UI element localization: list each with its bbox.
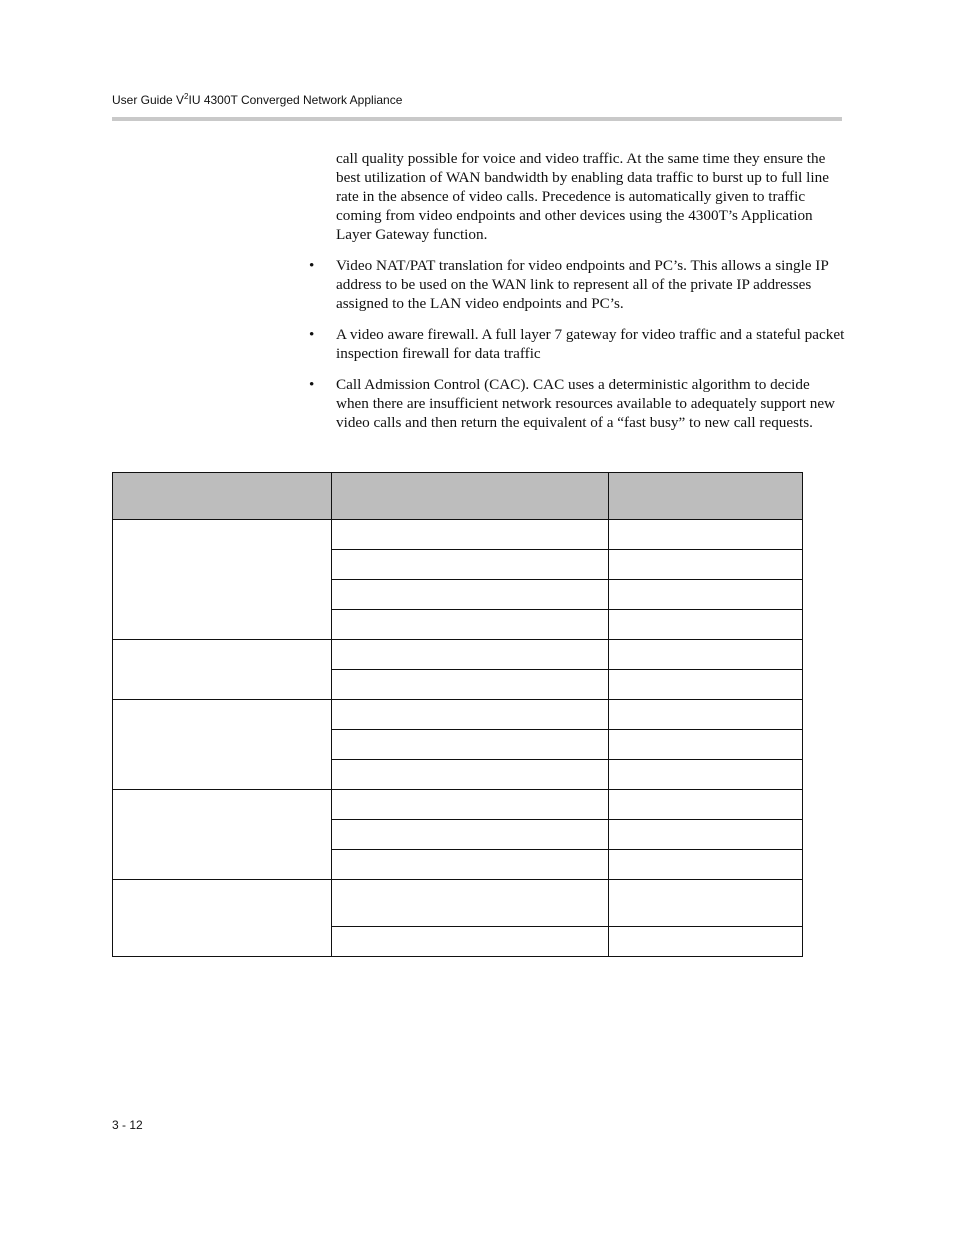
bullet-symbol: • xyxy=(309,257,315,274)
table-group-cell xyxy=(113,880,332,957)
table-cell xyxy=(609,580,803,610)
table-cell xyxy=(609,640,803,670)
table-cell xyxy=(332,610,609,640)
bullet-text: Video NAT/PAT translation for video endpoints and PC’s. This allows a single IP address to be used on the WAN link to represent all of the private IP addresses assigned to the LAN video endpoints and PC’s. xyxy=(336,257,829,312)
table-cell xyxy=(609,700,803,730)
table-cell xyxy=(332,670,609,700)
table-cell xyxy=(332,880,609,927)
table-cell xyxy=(609,670,803,700)
table-group-cell xyxy=(113,640,332,700)
table-cell xyxy=(609,730,803,760)
table-cell xyxy=(609,760,803,790)
table-header-cell xyxy=(609,473,803,520)
continued-paragraph: call quality possible for voice and video traffic. At the same time they ensure the best utilization of WAN bandwidth by enabling data traffic to burst up to full line rate in the absence of video calls. Precedence is automatically given to traffic coming from video endpoints and other devices using the 4300T’s Application Layer Gateway function. xyxy=(336,150,829,243)
table-cell xyxy=(332,760,609,790)
table-cell xyxy=(609,880,803,927)
table-header-cell xyxy=(113,473,332,520)
table-group-cell xyxy=(113,520,332,640)
table-cell xyxy=(332,580,609,610)
table-cell xyxy=(609,610,803,640)
spec-table xyxy=(112,472,803,957)
bullet-symbol: • xyxy=(309,326,315,343)
table-cell xyxy=(332,927,609,957)
table-cell xyxy=(332,700,609,730)
table-cell xyxy=(609,850,803,880)
table-cell xyxy=(332,790,609,820)
table-row xyxy=(113,790,803,820)
running-header xyxy=(112,93,402,107)
table-cell xyxy=(332,820,609,850)
table-group-cell xyxy=(113,790,332,880)
table-row xyxy=(113,640,803,670)
table-cell xyxy=(609,550,803,580)
table-cell xyxy=(332,730,609,760)
table-row xyxy=(113,700,803,730)
table-header-row xyxy=(113,473,803,520)
table-group-cell xyxy=(113,700,332,790)
page-number: 3 - 12 xyxy=(112,1118,143,1132)
header-rule xyxy=(112,117,842,121)
table-cell xyxy=(609,520,803,550)
table-cell xyxy=(332,520,609,550)
bullet-item-nat xyxy=(305,256,845,313)
bullet-text: A video aware firewall. A full layer 7 gateway for video traffic and a stateful packet inspection firewall for data traffic xyxy=(336,326,845,362)
table-row xyxy=(113,880,803,927)
bullet-symbol: • xyxy=(309,376,315,393)
bullet-item-firewall xyxy=(305,325,845,363)
table-row xyxy=(113,520,803,550)
header-title-suffix: IU 4300T Converged Network Appliance xyxy=(188,93,403,107)
table-cell xyxy=(609,790,803,820)
table-cell xyxy=(332,850,609,880)
bullet-item-cac xyxy=(305,375,845,432)
table-cell xyxy=(332,640,609,670)
body-text xyxy=(305,149,845,444)
header-superscript: 2 xyxy=(184,92,189,101)
header-title-prefix: User Guide V xyxy=(112,93,185,107)
table-header-cell xyxy=(332,473,609,520)
table-cell xyxy=(609,927,803,957)
bullet-text: Call Admission Control (CAC). CAC uses a deterministic algorithm to decide when there are insufficient network resources available to adequately support new video calls and then return the equivalent of a “fast busy” to new call requests. xyxy=(336,376,836,431)
table-cell xyxy=(332,550,609,580)
table-cell xyxy=(609,820,803,850)
